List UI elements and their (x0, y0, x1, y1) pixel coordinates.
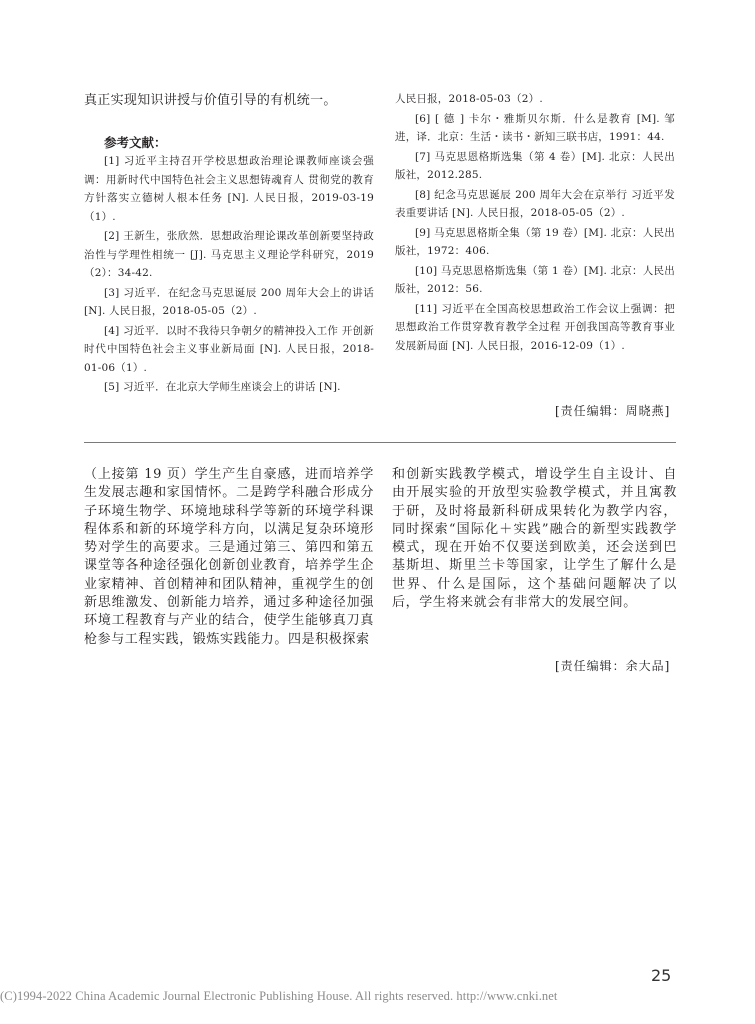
reference-4: [4] 习近平．以时不我待只争朝夕的精神投入工作 开创新时代中国特色社会主义事业新局面 [N]. 人民日报，2018-01-06（1）. (84, 324, 374, 374)
reference-11: [11] 习近平在全国高校思想政治工作会议上强调：把思想政治工作贯穿教育教学全过程 开创我国高等教育事业发展新局面 [N]. 人民日报，2016-12-09（1）. (395, 302, 675, 352)
reference-5: [5] 习近平．在北京大学师生座谈会上的讲话 [N]. (104, 381, 341, 393)
reference-6: [6] [ 德 ] 卡尔・雅斯贝尔斯．什么是教育 [M]. 邹进，译．北京：生活・读书・新知三联书店，1991：44. (395, 112, 675, 143)
reference-9: [9] 马克思恩格斯全集（第 19 卷）[M]. 北京：人民出版社，1972：406. (395, 226, 675, 257)
references-right-column (395, 90, 675, 356)
editor-credit-upper: [责任编辑：周晓燕] (555, 404, 671, 418)
lead-paragraph: 真正实现知识讲授与价值引导的有机统一。 (84, 93, 337, 108)
continued-article-left-column: （上接第 19 页）学生产生自豪感，进而培养学生发展志趣和家国情怀。二是跨学科融合形成分子环境生物学、环境地球科学等新的环境学科课程体系和新的环境学科方向，以满足复杂环境形势对学生的高要求。三是通过第三、第四和第五课堂等各种途径强化创新创业教育，培养学生企业家精神、首创精神和团队精神，重视学生的创新思维激发、创新能力培养，通过多种途径加强环境工程教育与产业的结合，使学生能够真刀真枪参与工程实践，锻炼实践能力。四是积极探索 (84, 467, 374, 647)
section-divider (84, 442, 676, 443)
page-number: 25 (651, 966, 672, 985)
reference-3: [3] 习近平．在纪念马克思诞辰 200 周年大会上的讲话 [N]. 人民日报，2018-05-05（2）. (84, 286, 374, 317)
continued-article-right-column: 和创新实践教学模式，增设学生自主设计、自由开展实验的开放型实验教学模式，并且寓教于研，及时将最新科研成果转化为教学内容，同时探索“国际化＋实践”融合的新型实践教学模式，现在开始不仅要送到欧美，还会送到巴基斯坦、斯里兰卡等国家，让学生了解什么是世界、什么是国际，这个基础问题解决了以后，学生将来就会有非常大的发展空间。 (392, 467, 677, 611)
copyright-footer: (C)1994-2022 China Academic Journal Electronic Publishing House. All rights reserved. http://www.cnki.net (0, 989, 558, 1003)
reference-10: [10] 马克思恩格斯选集（第 1 卷）[M]. 北京：人民出版社，2012：56. (395, 264, 675, 295)
references-title: 参考文献： (104, 135, 167, 150)
reference-8: [8] 纪念马克思诞辰 200 周年大会在京举行 习近平发表重要讲话 [N]. 人民日报，2018-05-05（2）. (395, 188, 675, 219)
editor-credit-lower: [责任编辑：余大品] (555, 659, 671, 673)
references-left-column (84, 152, 374, 398)
reference-5-continuation: 人民日报，2018-05-03（2）. (395, 93, 543, 105)
reference-7: [7] 马克思恩格斯选集（第 4 卷）[M]. 北京：人民出版社，2012.285. (395, 150, 675, 181)
reference-2: [2] 王新生，张欣然．思想政治理论课改革创新要坚持政治性与学理性相统一 [J]. 马克思主义理论学科研究，2019（2）：34-42. (84, 230, 374, 279)
reference-1: [1] 习近平主持召开学校思想政治理论课教师座谈会强调：用新时代中国特色社会主义思想铸魂育人 贯彻党的教育方针落实立德树人根本任务 [N]. 人民日报，2019-03-19（1）. (84, 155, 374, 223)
